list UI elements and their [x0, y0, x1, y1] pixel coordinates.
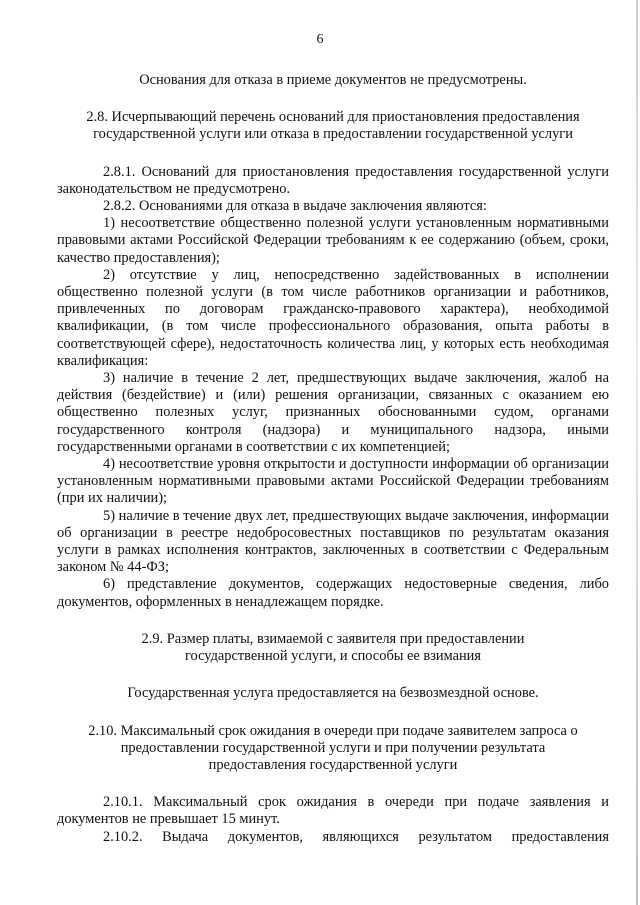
paragraph-2-10-2: 2.10.2. Выдача документов, являющихся результатом предоставления [103, 828, 609, 845]
document-body [57, 70, 609, 846]
list-item-3: 3) наличие в течение 2 лет, предшествующих выдаче заключения, жалоб на действия (бездействие) и (или) решения организации, связанных с оказанием ею общественно полезных услуг, признанных обоснованными судом, органами государственного контроля (надзора) и муниципального надзора, иными государственными органами в соответствии с их компетенцией; [57, 370, 609, 455]
paragraph-2-10-1: 2.10.1. Максимальный срок ожидания в очереди при подаче заявления и документов не превышает 15 минут. [57, 794, 609, 828]
list-item-1: 1) несоответствие общественно полезной услуги установленным нормативными правовыми актами Российской Федерации требованиям к ее содержанию (объем, сроки, качество предоставления); [57, 215, 609, 266]
list-item-2: 2) отсутствие у лиц, непосредственно задействованных в исполнении общественно полезной услуги (в том числе работников организации и работников, привлеченных по договорам гражданско-правового характера), необходимой квалификации, (в том числе профессионального образования, опыта работы в соответствующей сфере), недостаточность количества лиц, у которых есть необходимая квалификация: [57, 266, 609, 369]
paragraph-no-refusal-grounds: Основания для отказа в приеме документов не предусмотрены. [139, 72, 527, 88]
heading-2-8: 2.8. Исчерпывающий перечень оснований для приостановления предоставления государственной услуги или отказа в предоставлении государственной услуги [86, 109, 580, 143]
heading-2-9: 2.9. Размер платы, взимаемой с заявителя при предоставлении государственной услуги, и способы ее взимания [141, 630, 525, 665]
list-item-4: 4) несоответствие уровня открытости и доступности информации об организации установленным нормативными правовыми актами Российской Федерации требованиям (при их наличии); [57, 456, 609, 507]
paragraph-2-8-1: 2.8.1. Оснований для приостановления предоставления государственной услуги законодательством не предусмотрено. [57, 163, 609, 197]
heading-2-10: 2.10. Максимальный срок ожидания в очереди при подаче заявителем запроса о предоставлении государственной услуги и при получении результата предоставления государственной услуги [88, 722, 578, 773]
list-item-6: 6) представление документов, содержащих недостоверные сведения, либо документов, оформленных в ненадлежащем порядке. [57, 576, 609, 610]
paragraph-2-8-2: 2.8.2. Основаниями для отказа в выдаче заключения являются: [103, 198, 487, 215]
list-item-5: 5) наличие в течение двух лет, предшествующих выдаче заключения, информации об организации в реестре недобросовестных поставщиков по результатам оказания услуги в рамках исполнения контрактов, заключенных в соответствии с Федеральным законом № 44-ФЗ; [57, 507, 609, 576]
paragraph-2-9: Государственная услуга предоставляется на безвозмездной основе. [127, 685, 539, 702]
page-number: 6 [316, 32, 324, 47]
scan-edge-shadow [636, 0, 638, 905]
